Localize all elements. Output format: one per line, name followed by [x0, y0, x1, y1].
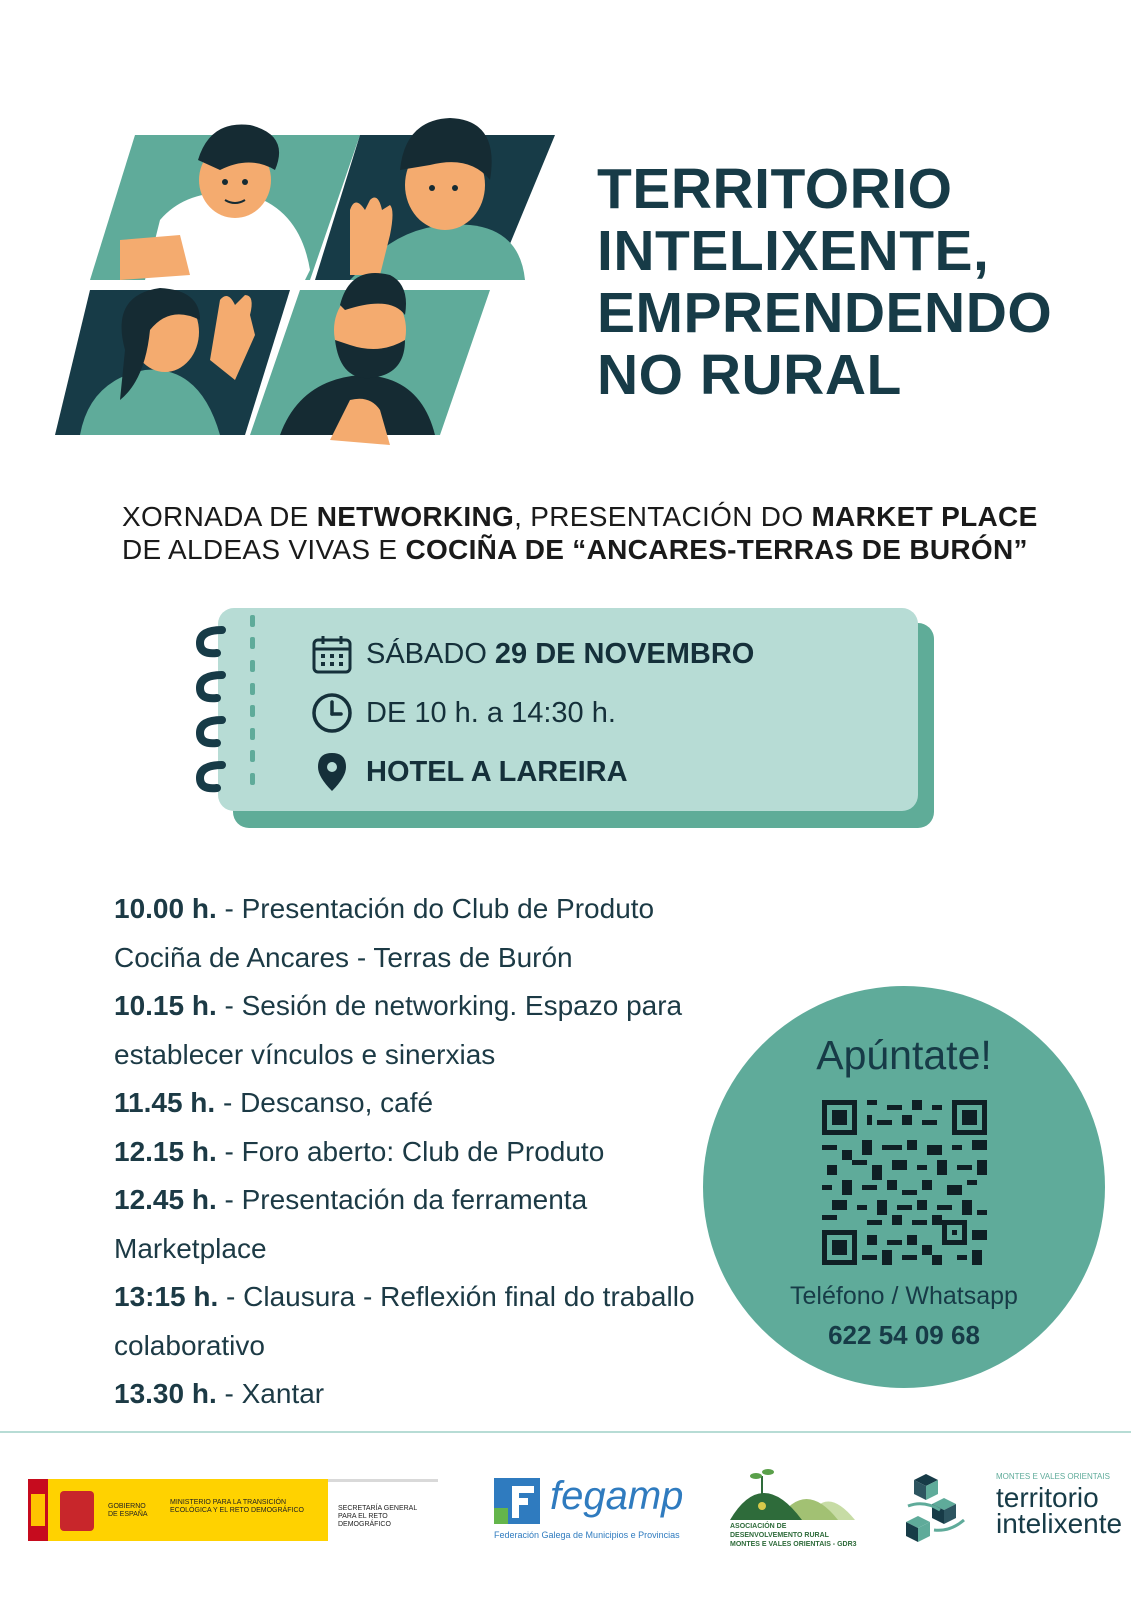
schedule-time: 10.00 h.	[114, 893, 217, 924]
schedule-time: 13.30 h.	[114, 1378, 217, 1409]
event-subtitle	[122, 500, 1038, 566]
schedule-time: 12.15 h.	[114, 1135, 217, 1167]
phone-label: Teléfono / Whatsapp	[790, 1282, 1018, 1310]
gob-label: GOBIERNO DE ESPAÑA	[108, 1503, 148, 1518]
event-time-row	[310, 691, 616, 735]
schedule-text: - Clausura - Reflexión final do traballo colaborativo	[114, 1281, 695, 1361]
fegamp-subtitle: Federación Galega de Municipios e Provincias	[494, 1530, 680, 1540]
event-date-row	[310, 632, 754, 676]
schedule-text: - Presentación da ferramenta Marketplace	[114, 1184, 588, 1264]
time-value: DE 10 h. a 14:30 h.	[366, 696, 616, 729]
schedule-item	[114, 885, 734, 982]
schedule-item	[114, 1273, 734, 1370]
event-place-row	[310, 750, 628, 794]
ti-small-label: MONTES E VALES ORIENTAIS	[996, 1472, 1110, 1481]
schedule-time: 13:15 h.	[114, 1281, 219, 1312]
title-line-4: NO RURAL	[597, 343, 902, 407]
schedule-text: - Presentación do Club de Produto Cociña de Ancares - Terras de Burón	[114, 893, 655, 973]
subtitle-line-1	[122, 500, 1038, 533]
title-line-2: INTELIXENTE,	[597, 219, 990, 283]
subtitle-bold: NETWORKING	[316, 501, 515, 532]
title-line-1: TERRITORIO	[597, 157, 953, 221]
footer-divider	[0, 1431, 1131, 1433]
clock-icon	[310, 691, 354, 735]
subtitle-bold: COCIÑA DE “ANCARES-TERRAS DE BURÓN”	[405, 534, 1028, 565]
schedule-item	[114, 1176, 734, 1273]
ti-line-1: territorio	[996, 1482, 1099, 1513]
subtitle-bold: MARKET PLACE	[811, 501, 1038, 532]
date-prefix: SÁBADO	[366, 637, 487, 670]
schedule-time: 11.45 h.	[114, 1087, 216, 1118]
phone-number[interactable]: 622 54 09 68	[828, 1320, 980, 1350]
fegamp-name: fegamp	[550, 1474, 684, 1518]
subtitle-text: XORNADA DE	[122, 501, 317, 532]
coat-of-arms-icon	[60, 1491, 94, 1531]
location-pin-icon	[310, 750, 354, 794]
territorio-cube-icon	[904, 1472, 970, 1546]
schedule-text: - Descanso, café	[215, 1087, 434, 1118]
schedule-text: - Xantar	[216, 1378, 325, 1409]
schedule-item	[114, 1079, 734, 1128]
territorio-intelixente-logo	[904, 1472, 1123, 1552]
signup-heading: Apúntate!	[816, 1032, 992, 1078]
fegamp-logo	[494, 1476, 684, 1546]
schedule-time: 12.45 h.	[114, 1184, 217, 1215]
schedule-item	[114, 1370, 734, 1419]
schedule-text: - Foro aberto: Club de Produto	[216, 1135, 605, 1167]
ministerio-label: MINISTERIO PARA LA TRANSICIÓN ECOLÓGICA Y EL RETO DEMOGRÁFICO	[170, 1499, 304, 1514]
date-value: 29 DE NOVEMBRO	[494, 637, 755, 670]
place-value: HOTEL A LAREIRA	[366, 755, 628, 788]
secretaria-label: SECRETARÍA GENERAL PARA EL RETO DEMOGRÁFICO	[338, 1505, 417, 1528]
event-schedule	[114, 885, 734, 1419]
qr-code[interactable]	[822, 1100, 987, 1265]
schedule-item	[114, 1128, 734, 1177]
notebook-rings-icon	[192, 615, 267, 805]
calendar-icon	[310, 632, 354, 676]
schedule-item	[114, 982, 734, 1079]
event-title	[597, 158, 1107, 406]
subtitle-text: , PRESENTACIÓN DO	[514, 501, 812, 532]
schedule-time: 10.15 h.	[114, 990, 217, 1021]
subtitle-line-2	[122, 533, 1028, 566]
adr-label: ASOCIACIÓN DE DESENVOLVEMENTO RURAL MONTES E VALES ORIENTAIS - GDR3	[730, 1523, 857, 1548]
fegamp-mark-icon	[494, 1478, 540, 1524]
ti-line-2: intelixente	[996, 1508, 1123, 1539]
hills-icon	[730, 1458, 860, 1520]
people-networking-illustration	[50, 100, 570, 480]
schedule-text: - Sesión de networking. Espazo para establecer vínculos e sinerxias	[114, 990, 683, 1070]
gobierno-espana-logo	[28, 1479, 438, 1541]
subtitle-text: DE ALDEAS VIVAS E	[122, 534, 406, 565]
adr-montes-logo	[730, 1458, 860, 1548]
title-line-3: EMPRENDENDO	[597, 281, 1053, 345]
